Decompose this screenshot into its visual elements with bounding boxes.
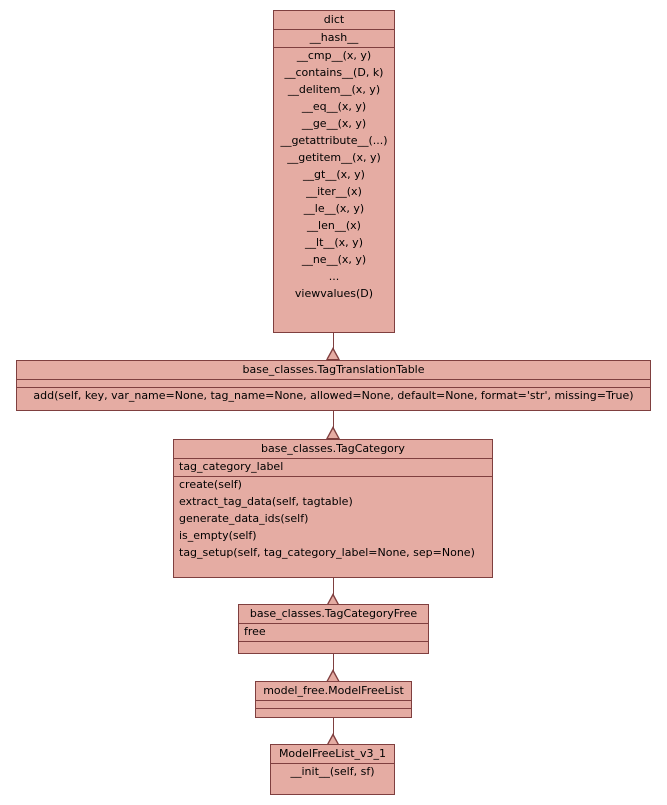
class-box-model-free-list-v3-1[interactable] — [270, 744, 395, 795]
class-member: extract_tag_data(self, tagtable) — [179, 495, 353, 508]
class-member: __eq__(x, y) — [301, 100, 367, 113]
class-member: generate_data_ids(self) — [179, 512, 309, 525]
class-attributes-dict — [274, 30, 394, 48]
class-member: __ge__(x, y) — [301, 117, 367, 130]
class-member: __hash__ — [309, 31, 359, 44]
class-member: __lt__(x, y) — [305, 236, 363, 249]
class-member: __iter__(x) — [306, 185, 362, 198]
class-member: __delitem__(x, y) — [287, 83, 381, 96]
class-title-tag-translation-table: base_classes.TagTranslationTable — [17, 361, 650, 380]
class-member: __gt__(x, y) — [303, 168, 365, 181]
class-member: __le__(x, y) — [303, 202, 365, 215]
class-member: is_empty(self) — [179, 529, 257, 542]
class-title-tag-category-free: base_classes.TagCategoryFree — [239, 605, 428, 624]
class-box-tag-category[interactable] — [173, 439, 493, 578]
class-title-model-free-list: model_free.ModelFreeList — [256, 682, 411, 701]
class-box-tag-category-free[interactable] — [238, 604, 429, 654]
class-member: __ne__(x, y) — [301, 253, 367, 266]
class-title-dict: dict — [274, 11, 394, 30]
class-methods-model-free-list-v3-1 — [271, 764, 394, 781]
class-member-ellipsis: ... — [328, 270, 340, 283]
class-attributes-tag-category-free — [239, 624, 428, 642]
edge-modelfreelist-to-modelfreelistv31 — [333, 717, 334, 735]
edge-tagtranslationtable-to-tagcategory — [333, 410, 334, 428]
class-member: __len__(x) — [307, 219, 361, 232]
class-attributes-tag-translation-table — [17, 380, 650, 388]
class-box-dict[interactable] — [273, 10, 395, 333]
class-member: __getitem__(x, y) — [287, 151, 381, 164]
class-member: add(self, key, var_name=None, tag_name=None, allowed=None, default=None, format='str', missing=True) — [33, 389, 634, 402]
class-member: free — [244, 625, 266, 638]
class-member: tag_category_label — [179, 460, 284, 473]
class-methods-model-free-list — [256, 709, 411, 716]
class-attributes-model-free-list — [256, 701, 411, 709]
class-methods-tag-category — [174, 477, 492, 562]
class-member: create(self) — [179, 478, 242, 491]
class-methods-tag-category-free — [239, 642, 428, 649]
class-title-tag-category: base_classes.TagCategory — [174, 440, 492, 459]
class-member: __init__(self, sf) — [290, 765, 375, 778]
class-member: viewvalues(D) — [294, 287, 374, 300]
class-box-tag-translation-table[interactable] — [16, 360, 651, 411]
class-box-model-free-list[interactable] — [255, 681, 412, 718]
edge-tagcategoryfree-to-modelfreelist — [333, 653, 334, 671]
class-attributes-tag-category — [174, 459, 492, 477]
edge-tagcategory-to-tagcategoryfree — [333, 577, 334, 595]
class-member: __contains__(D, k) — [284, 66, 384, 79]
class-member: __cmp__(x, y) — [296, 49, 372, 62]
class-member: tag_setup(self, tag_category_label=None, sep=None) — [179, 546, 475, 559]
class-member: __getattribute__(...) — [280, 134, 388, 147]
class-methods-tag-translation-table — [17, 388, 650, 405]
class-title-model-free-list-v3-1: ModelFreeList_v3_1 — [271, 745, 394, 764]
class-methods-dict — [274, 48, 394, 303]
